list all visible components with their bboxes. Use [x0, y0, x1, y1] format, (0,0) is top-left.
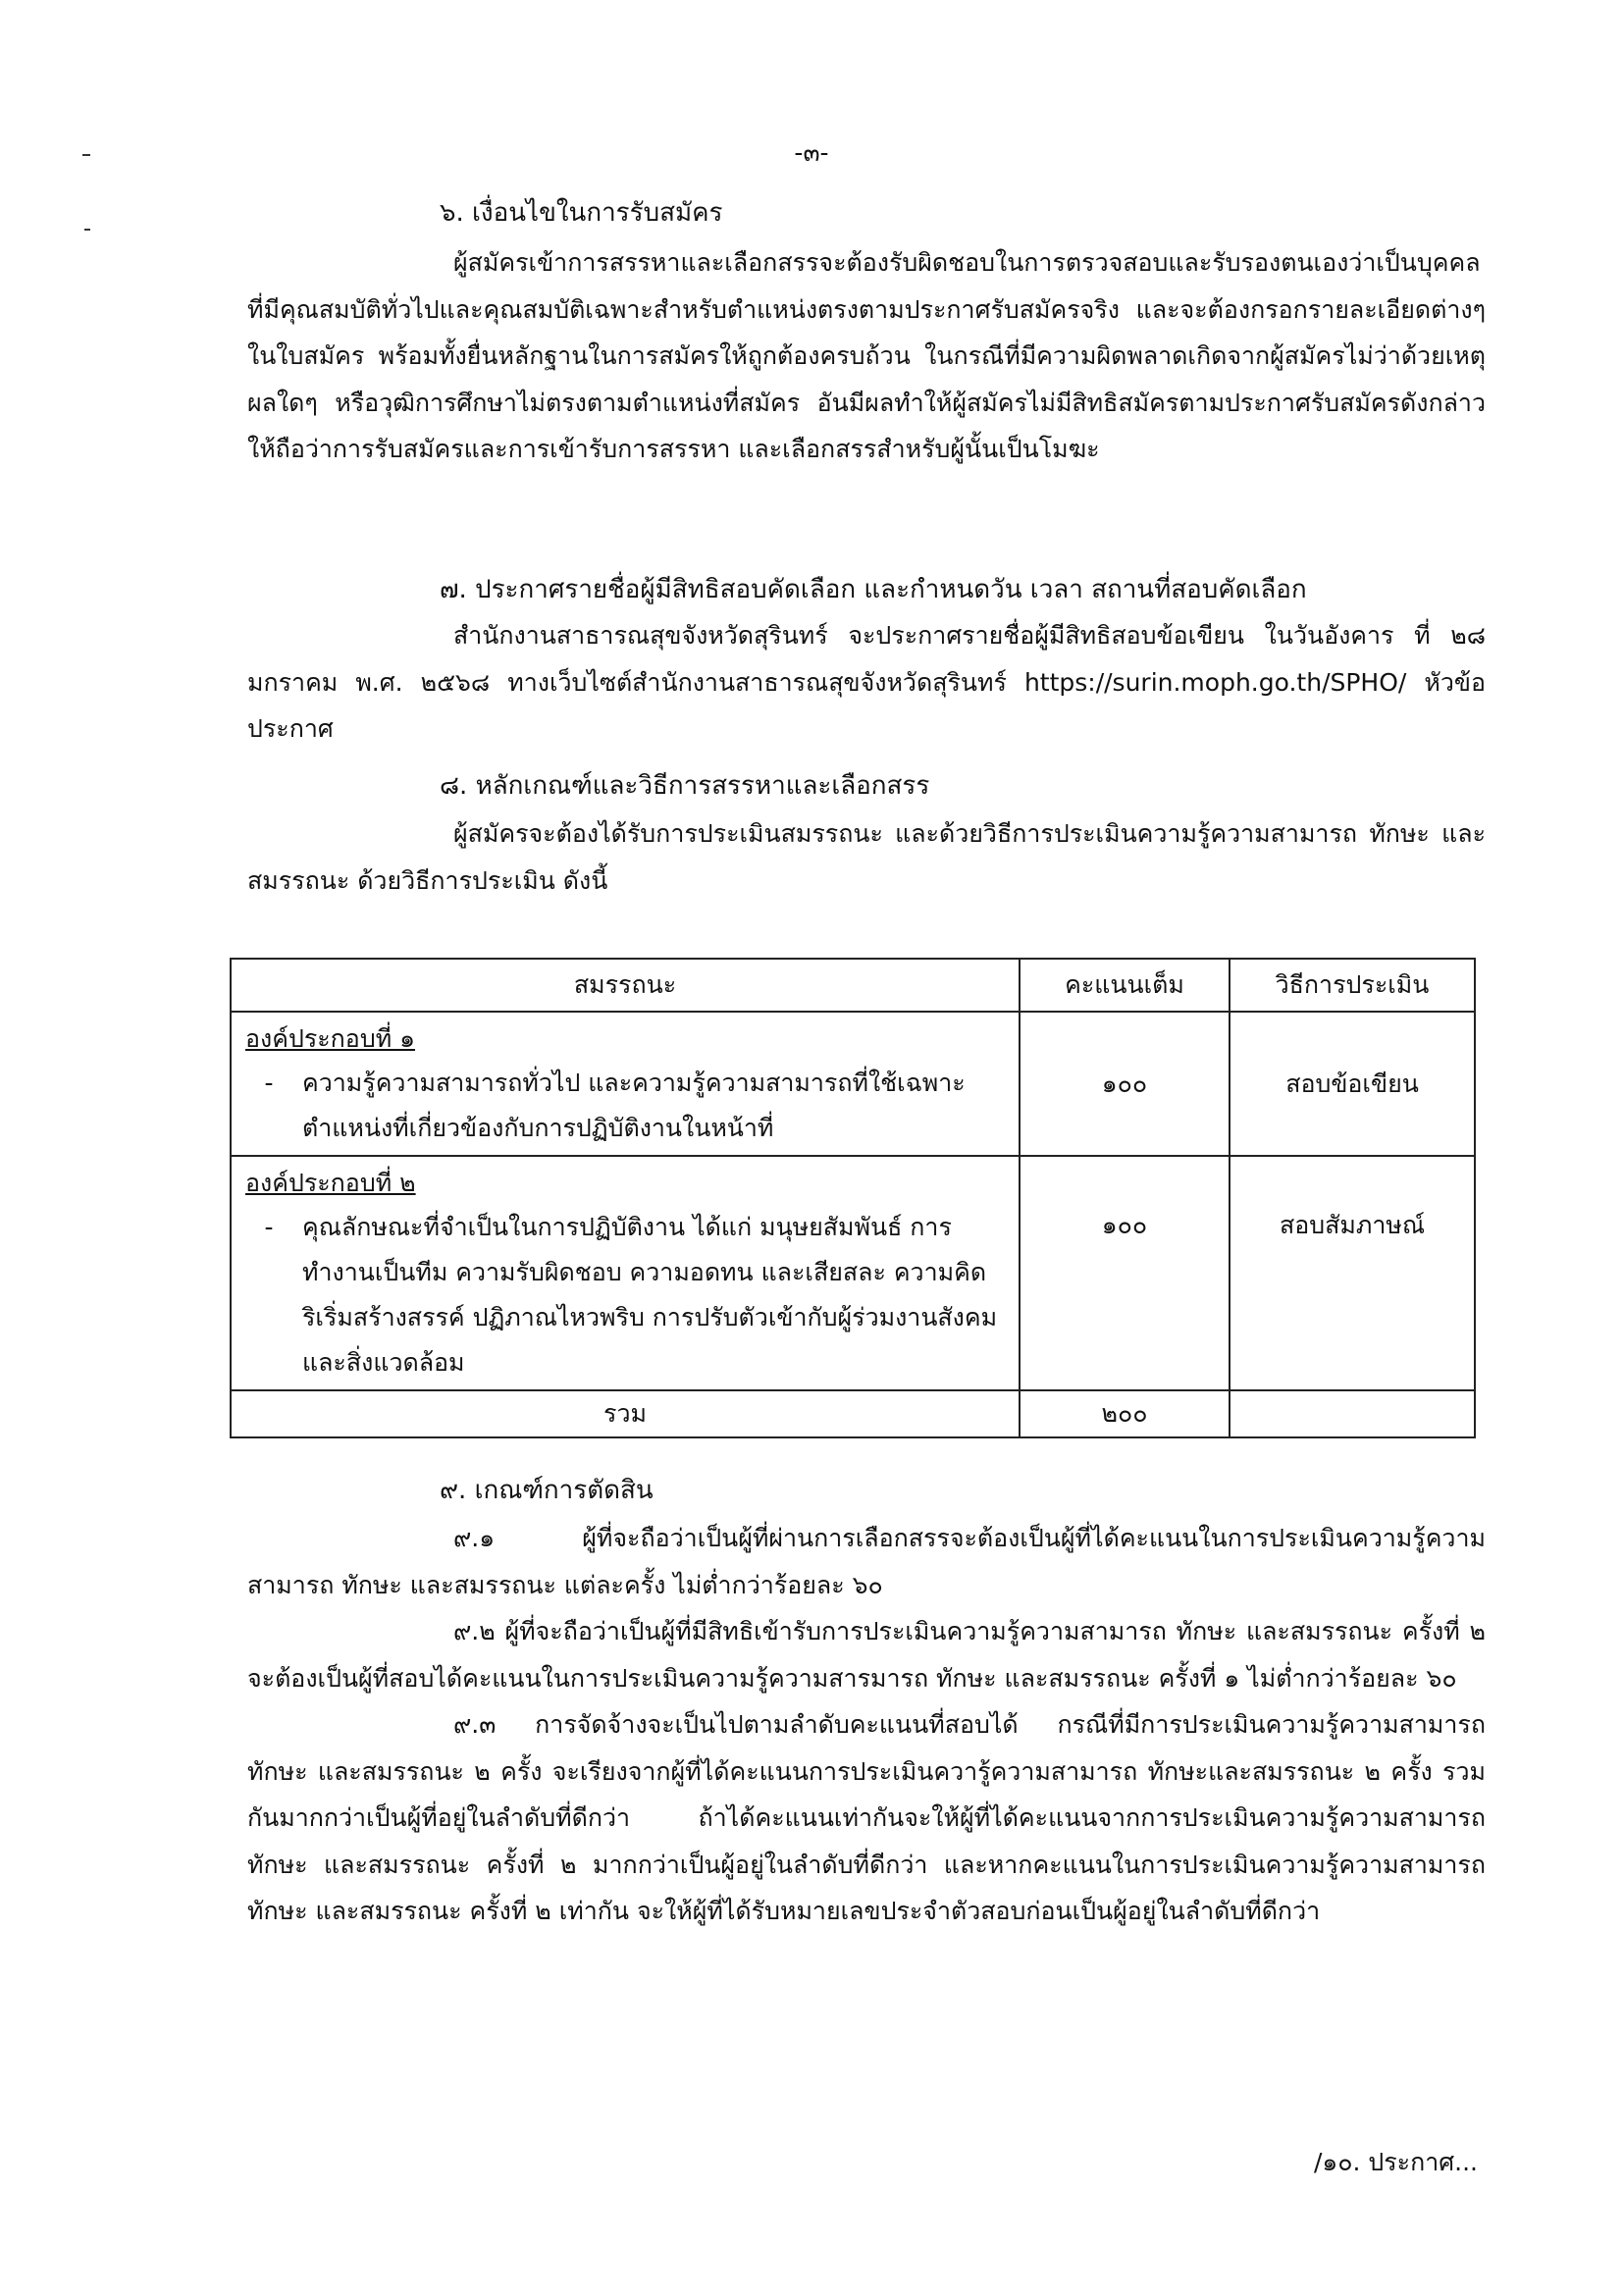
score-cell: ๑๐๐	[1020, 1156, 1230, 1390]
section-6-body-block	[247, 239, 1486, 473]
scan-mark	[84, 229, 90, 231]
continued-marker: /๑๐. ประกาศ...	[1313, 2148, 1478, 2176]
table-header-row	[231, 959, 1475, 1012]
total-method	[1230, 1390, 1475, 1437]
scan-mark	[82, 154, 90, 156]
component-title: องค์ประกอบที่ ๑	[245, 1024, 415, 1053]
table-row	[231, 1012, 1475, 1156]
criteria-9-2: ๙.๒ ผู้ที่จะถือว่าเป็นผู้ที่มีสิทธิเข้ารับการประเมินความรู้ความสามารถ ทักษะ และสมรรถนะ ครั้งที่ ๒ จะต้องเป็นผู้ที่สอบได้คะแนนในการประเมินความรู้ความสารมารถ ทักษะ และสมรรถนะ ครั้งที่ ๑ ไม่ต่ำกว่าร้อยละ ๖๐	[247, 1617, 1486, 1693]
component-description: คุณลักษณะที่จำเป็นในการปฏิบัติงาน ได้แก่ มนุษยสัมพันธ์ การทำงานเป็นทีม ความรับผิดชอบ ความอดทน และเสียสละ ความคิดริเริ่มสร้างสรรค์ ปฏิภาณไหวพริบ การปรับตัวเข้ากับผู้ร่วมงานสังคมและสิ่งแวดล้อม	[302, 1213, 998, 1377]
page-number: -๓-	[794, 138, 829, 167]
section-9-heading: ๙. เกณฑ์การตัดสิน	[440, 1476, 654, 1505]
total-label: รวม	[231, 1390, 1020, 1437]
component-item	[243, 1205, 1007, 1385]
component-description: ความรู้ความสามารถทั่วไป และความรู้ความสามารถที่ใช้เฉพาะตำแหน่งที่เกี่ยวข้องกับการปฏิบัติงานในหน้าที่	[302, 1069, 966, 1142]
total-score: ๒๐๐	[1020, 1390, 1230, 1437]
component-title: องค์ประกอบที่ ๒	[245, 1169, 416, 1197]
criteria-9-3: ๙.๓ การจัดจ้างจะเป็นไปตามลำดับคะแนนที่สอบได้ กรณีที่มีการประเมินความรู้ความสามารถ ทักษะ และสมรรถนะ ๒ ครั้ง จะเรียงจากผู้ที่ได้คะแนนการประเมินควารู้ความสามารถ ทักษะและสมรรถนะ ๒ ครั้ง รวมกันมากกว่าเป็นผู้ที่อยู่ในลำดับที่ดีกว่า ถ้าได้คะแนนเท่ากันจะให้ผู้ที่ได้คะแนนจากการประเมินความรู้ความสามารถ ทักษะ และสมรรถนะ ครั้งที่ ๒ มากกว่าเป็นผู้อยู่ในลำดับที่ดีกว่า และหากคะแนนในการประเมินความรู้ความสามารถ ทักษะ และสมรรถนะ ครั้งที่ ๒ เท่ากัน จะให้ผู้ที่ได้รับหมายเลขประจำตัวสอบก่อนเป็นผู้อยู่ในลำดับที่ดีกว่า	[247, 1710, 1486, 1925]
table-row	[231, 1156, 1475, 1390]
section-7-heading: ๗. ประกาศรายชื่อผู้มีสิทธิสอบคัดเลือก และกำหนดวัน เวลา สถานที่สอบคัดเลือก	[440, 575, 1307, 604]
table-total-row	[231, 1390, 1475, 1437]
section-6-body: ผู้สมัครเข้าการสรรหาและเลือกสรรจะต้องรับผิดชอบในการตรวจสอบและรับรองตนเองว่าเป็นบุคคลที่มีคุณสมบัติทั่วไปและคุณสมบัติเฉพาะสำหรับตำแหน่งตรงตามประกาศรับสมัครจริง และจะต้องกรอกรายละเอียดต่างๆในใบสมัคร พร้อมทั้งยื่นหลักฐานในการสมัครให้ถูกต้องครบถ้วน ในกรณีที่มีความผิดพลาดเกิดจากผู้สมัครไม่ว่าด้วยเหตุผลใดๆ หรือวุฒิการศึกษาไม่ตรงตามตำแหน่งที่สมัคร อันมีผลทำให้ผู้สมัครไม่มีสิทธิสมัครตามประกาศรับสมัครดังกล่าว ให้ถือว่าการรับสมัครและการเข้ารับการสรรหา และเลือกสรรสำหรับผู้นั้นเป็นโมฆะ	[247, 248, 1486, 463]
section-7-body: สำนักงานสาธารณสุขจังหวัดสุรินทร์ จะประกาศรายชื่อผู้มีสิทธิสอบข้อเขียน ในวันอังคาร ที่ ๒๘ มกราคม พ.ศ. ๒๕๖๘ ทางเว็บไซต์สำนักงานสาธารณสุขจังหวัดสุรินทร์ https://surin.moph.go.th/SPHO/ หัวข้อประกาศ	[247, 621, 1486, 743]
bullet-dash: -	[264, 1069, 274, 1097]
criteria-9-1: ๙.๑ ผู้ที่จะถือว่าเป็นผู้ที่ผ่านการเลือกสรรจะต้องเป็นผู้ที่ได้คะแนนในการประเมินความรู้ความสามารถ ทักษะ และสมรรถนะ แต่ละครั้ง ไม่ต่ำกว่าร้อยละ ๖๐	[247, 1524, 1486, 1599]
component-item	[243, 1061, 1007, 1151]
section-8-body-block	[247, 810, 1486, 904]
section-8-body: ผู้สมัครจะต้องได้รับการประเมินสมรรถนะ และด้วยวิธีการประเมินความรู้ความสามารถ ทักษะ และสมรรถนะ ด้วยวิธีการประเมิน ดังนี้	[247, 819, 1486, 895]
header-competency: สมรรถนะ	[231, 959, 1020, 1012]
bullet-dash: -	[264, 1213, 274, 1241]
method-cell: สอบข้อเขียน	[1230, 1012, 1475, 1156]
section-9-block	[247, 1515, 1486, 1935]
header-full-score: คะแนนเต็ม	[1020, 959, 1230, 1012]
assessment-table	[230, 958, 1476, 1438]
section-7-body-block	[247, 612, 1486, 753]
competency-cell	[231, 1156, 1020, 1390]
section-6-heading: ๖. เงื่อนไขในการรับสมัคร	[440, 198, 723, 228]
score-cell: ๑๐๐	[1020, 1012, 1230, 1156]
section-8-heading: ๘. หลักเกณฑ์และวิธีการสรรหาและเลือกสรร	[440, 771, 930, 801]
competency-cell	[231, 1012, 1020, 1156]
method-cell: สอบสัมภาษณ์	[1230, 1156, 1475, 1390]
header-method: วิธีการประเมิน	[1230, 959, 1475, 1012]
